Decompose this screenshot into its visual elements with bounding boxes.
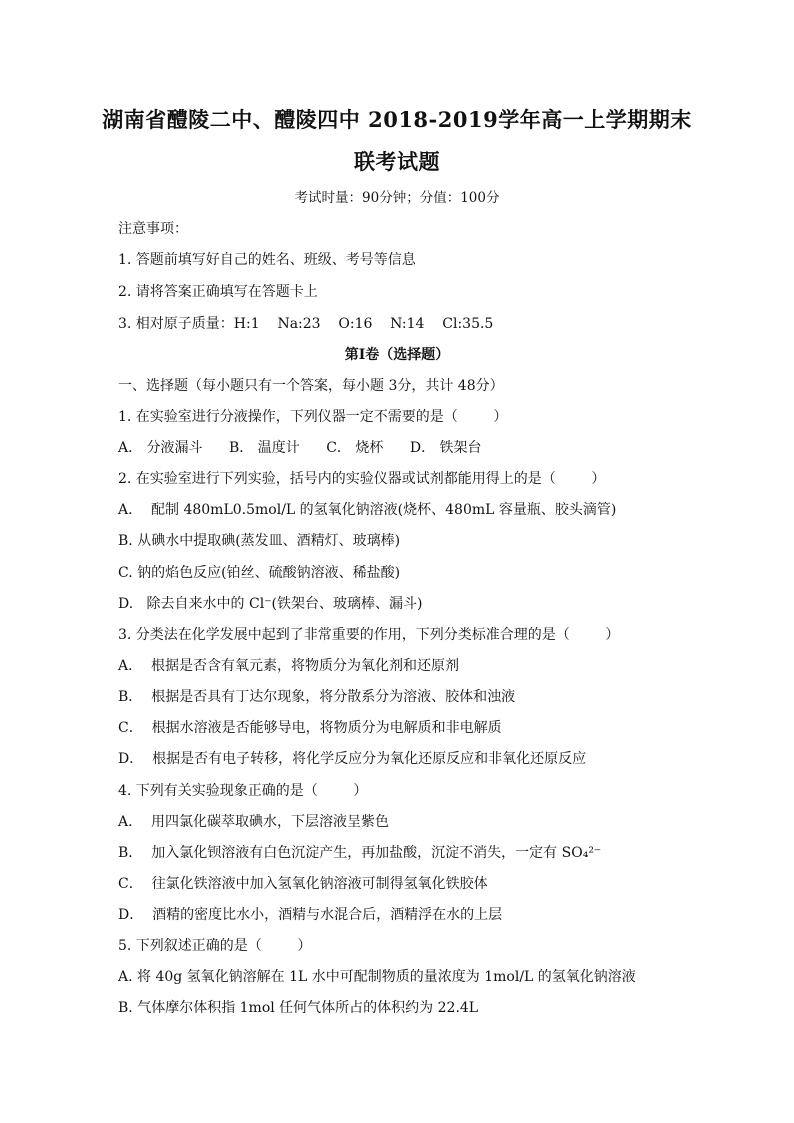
question-stem-2: 2. 在实验室进行下列实验，括号内的实验仪器或试剂都能用得上的是（ ） — [118, 471, 606, 487]
option-b: B. 气体摩尔体积指 1mol 任何气体所占的体积约为 22.4L — [118, 1000, 479, 1016]
exam-title-line-1: 湖南省醴陵二中、醴陵四中 2018-2019学年高一上学期期末 — [102, 107, 692, 132]
notes-heading: 注意事项： — [118, 221, 188, 237]
option-d: D． 铁架台 — [409, 440, 482, 456]
question-stem-4: 4. 下列有关实验现象正确的是（ ） — [118, 783, 368, 799]
option-a: A． 用四氯化碳萃取碘水，下层溶液呈紫色 — [118, 814, 390, 830]
section-title: 一、选择题（每小题只有一个答案，每小题 3分，共计 48分） — [118, 378, 504, 394]
note-item: 1. 答题前填写好自己的姓名、班级、考号等信息 — [118, 252, 416, 268]
option-b: B. 从碘水中提取碘(蒸发皿、酒精灯、玻璃棒) — [118, 533, 401, 549]
part-title: 第Ⅰ卷（选择题） — [344, 347, 450, 363]
note-item: 2. 请将答案正确填写在答题卡上 — [118, 284, 318, 300]
exam-time-and-score: 考试时量：90分钟；分值：100分 — [294, 190, 500, 206]
option-a: A． 分液漏斗 — [118, 440, 203, 456]
exam-title-line-2: 联考试题 — [354, 149, 440, 174]
note-item-atomic-masses: 3. 相对原子质量：H:1 Na:23 O:16 N:14 Cl:35.5 — [118, 316, 494, 332]
question-stem-3: 3. 分类法在化学发展中起到了非常重要的作用，下列分类标准合理的是（ ） — [118, 627, 620, 643]
option-d: D． 酒精的密度比水小，酒精与水混合后，酒精浮在水的上层 — [118, 907, 503, 923]
option-c: C. 钠的焰色反应(铂丝、硫酸钠溶液、稀盐酸) — [118, 565, 401, 581]
option-a: A． 根据是否含有氧元素，将物质分为氧化剂和还原剂 — [118, 658, 460, 674]
option-a: A． 配制 480mL0.5mol/L 的氢氧化钠溶液(烧杯、480mL 容量瓶、胶头滴管) — [118, 502, 617, 518]
question-1-options — [118, 437, 482, 457]
option-c: C． 往氯化铁溶液中加入氢氧化钠溶液可制得氢氧化铁胶体 — [118, 876, 488, 892]
option-d: D. 除去自来水中的 Cl⁻(铁架台、玻璃棒、漏斗) — [118, 596, 423, 612]
question-stem-1: 1. 在实验室进行分液操作，下列仪器一定不需要的是（ ） — [118, 409, 508, 425]
option-c: C． 根据水溶液是否能够导电，将物质分为电解质和非电解质 — [118, 720, 502, 736]
question-stem-5: 5. 下列叙述正确的是（ ） — [118, 938, 312, 954]
option-c: C． 烧杯 — [326, 440, 384, 456]
option-b: B． 温度计 — [229, 440, 300, 456]
option-a: A. 将 40g 氢氧化钠溶解在 1L 水中可配制物质的量浓度为 1mol/L 的氢氧化钠溶液 — [118, 969, 636, 985]
option-b: B． 加入氯化钡溶液有白色沉淀产生，再加盐酸，沉淀不消失，一定有 SO₄²⁻ — [118, 845, 602, 861]
option-d: D． 根据是否有电子转移，将化学反应分为氧化还原反应和非氧化还原反应 — [118, 751, 587, 767]
option-b: B． 根据是否具有丁达尔现象，将分散系分为溶液、胶体和浊液 — [118, 689, 516, 705]
